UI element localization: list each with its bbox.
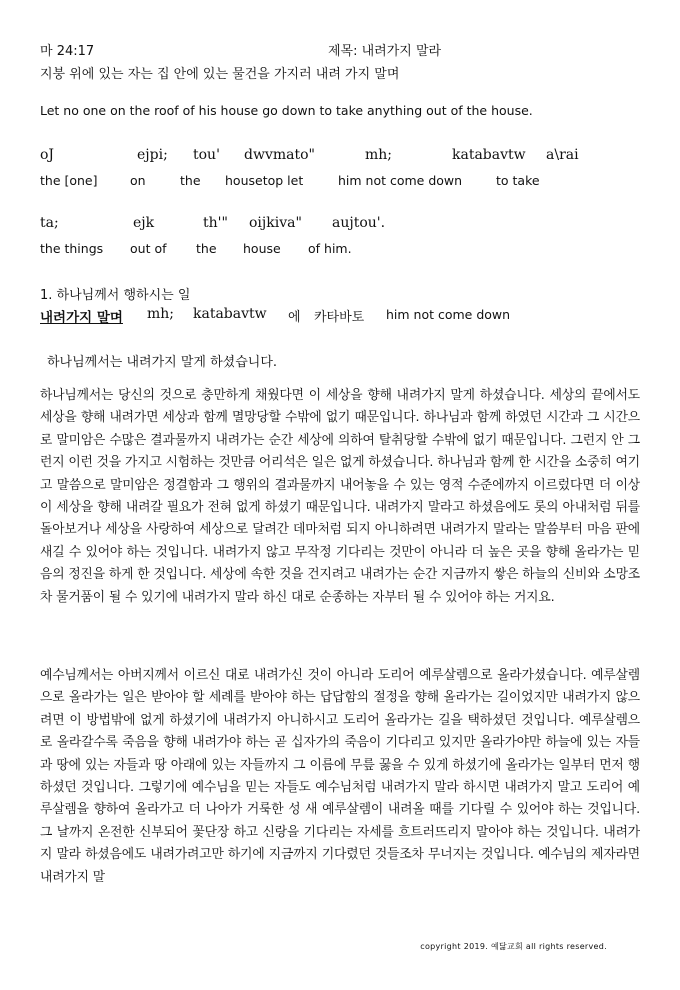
- page-title: 제목: 내려가지 말라: [328, 44, 442, 59]
- gloss-word: to take: [496, 173, 540, 188]
- greek-word: a\rai: [546, 147, 579, 163]
- greek-word: th'": [203, 215, 228, 231]
- verse-english: Let no one on the roof of his house go down to take anything out of the house.: [40, 103, 533, 118]
- gloss-word: the: [180, 173, 201, 188]
- keyword-greek: katabavtw: [193, 306, 267, 322]
- greek-word: ejk: [133, 215, 155, 231]
- greek-word: tou': [193, 147, 220, 163]
- gloss-word: house: [243, 241, 281, 256]
- section-heading: 1. 하나님께서 행하시는 일: [40, 288, 191, 303]
- greek-word: oJ: [40, 147, 55, 163]
- keyword-greek: mh;: [147, 306, 175, 322]
- keyword-english: him not come down: [386, 307, 511, 322]
- subheading: 하나님께서는 내려가지 말게 하셨습니다.: [47, 355, 278, 370]
- copyright-footer: copyright 2019. 예닮교회 all rights reserved.: [420, 942, 607, 951]
- gloss-word: of him.: [308, 241, 352, 256]
- gloss-word: the [one]: [40, 173, 98, 188]
- greek-word: katabavtw: [452, 147, 526, 163]
- paragraph-text: 예수님께서는 아버지께서 이르신 대로 내려가신 것이 아니라 도리어 예루살렘으로 올라가셨습니다. 예루살렘으로 올라가는 일은 받아야 할 세례를 받아야 하는 답답함의 절정을 향해 올라가는 길이었지만 내려가지 않으려면 이 방법밖에 없게 하셨기에 내려가지 아니하시고 도리어 올라가는 길을 택하셨던 것입니다. 예루살렘으로 올라갈수록 죽음을 향해 내려가야 하는 곧 십자가의 죽음이 기다리고 있지만 올라가야만 하늘에 있는 자들과 땅에 있는 자들과 땅 아래에 있는 자들까지 그 이름에 무릎 꿇을 수 있게 하셨기에 올라가는 일부터 먼저 행하셨던 것입니다. 그렇기에 예수님을 믿는 자들도 예수님처럼 내려가지 말라 하시면 내려가지 말고 도리어 예루살렘을 향하여 올라가고 더 나아가 거룩한 성 새 예루살렘이 내려올 때를 기다릴 수 있어야 하는 것입니다. 그 날까지 온전한 신부되어 꽃단장 하고 신랑을 기다리는 자세를 흐트러뜨리지 말아야 하는 것입니다. 내려가지 말라 하셨음에도 내려가려고만 하기에 지금까지 기다렸던 것들조차 무너지는 것입니다. 예수님의 제자라면 내려가지 말: [40, 668, 640, 885]
- gloss-word: on: [130, 173, 146, 188]
- gloss-word: the: [196, 241, 217, 256]
- paragraph-text: 하나님께서는 당신의 것으로 충만하게 채웠다면 이 세상을 향해 내려가지 말게 하셨습니다. 세상의 끝에서도 세상을 향해 내려가면 세상과 함께 멸망당할 수밖에 없기 때문입니다. 하나님과 함께 하였던 시간과 그 시간으로 말미암은 수많은 결과물까지 내려가는 순간 세상에 의하여 탈취당할 수밖에 없기 때문입니다. 그런지 안 그런지 이런 것을 가지고 시험하는 것만큼 어리석은 일은 없게 하셨습니다. 하나님과 함께 한 시간을 소중히 여기고 말씀으로 말미암은 정결함과 그 행위의 결과물까지 내어놓을 수 있는 영적 수준에까지 이르렀다면 더 이상 이 세상을 향해 내려갈 필요가 전혀 없게 하셨기 때문입니다. 내려가지 말라고 하셨음에도 롯의 아내처럼 뒤를 돌아보거나 세상을 사랑하여 세상으로 달려간 데마처럼 되지 아니하려면 내려가지 말라는 말씀부터 마음 판에 새길 수 있어야 하는 것입니다. 내려가지 않고 무작정 기다리는 것만이 아니라 더 높은 곳을 향해 올라가는 믿음의 정진을 하게 한 것입니다. 세상에 속한 것을 건지려고 내려가는 순간 지금까지 쌓은 하늘의 신비와 소망조차 물거품이 될 수 있기에 내려가지 말라 하신 대로 순종하는 자부터 될 수 있어야 하는 거지요.: [40, 388, 641, 605]
- body-paragraph-2: [40, 665, 640, 889]
- keyword-note: 에: [288, 310, 301, 325]
- greek-word: oijkiva": [249, 215, 302, 231]
- gloss-word: out of: [130, 241, 167, 256]
- gloss-word: the things: [40, 241, 104, 256]
- verse-korean: 지붕 위에 있는 자는 집 안에 있는 물건을 가지러 내려 가지 말며: [40, 67, 400, 82]
- keyword-korean: 내려가지 말며: [40, 310, 123, 326]
- body-paragraph-1: [40, 385, 640, 609]
- gloss-word: him not come down: [338, 173, 463, 188]
- greek-word: ta;: [40, 215, 59, 231]
- greek-word: dwvmato": [244, 147, 315, 163]
- gloss-word: housetop let: [225, 173, 304, 188]
- greek-word: aujtou'.: [332, 215, 386, 231]
- keyword-transliteration: 카타바토: [314, 310, 365, 325]
- greek-word: ejpi;: [137, 147, 168, 163]
- scripture-reference: 마 24:17: [40, 44, 95, 59]
- greek-word: mh;: [365, 147, 393, 163]
